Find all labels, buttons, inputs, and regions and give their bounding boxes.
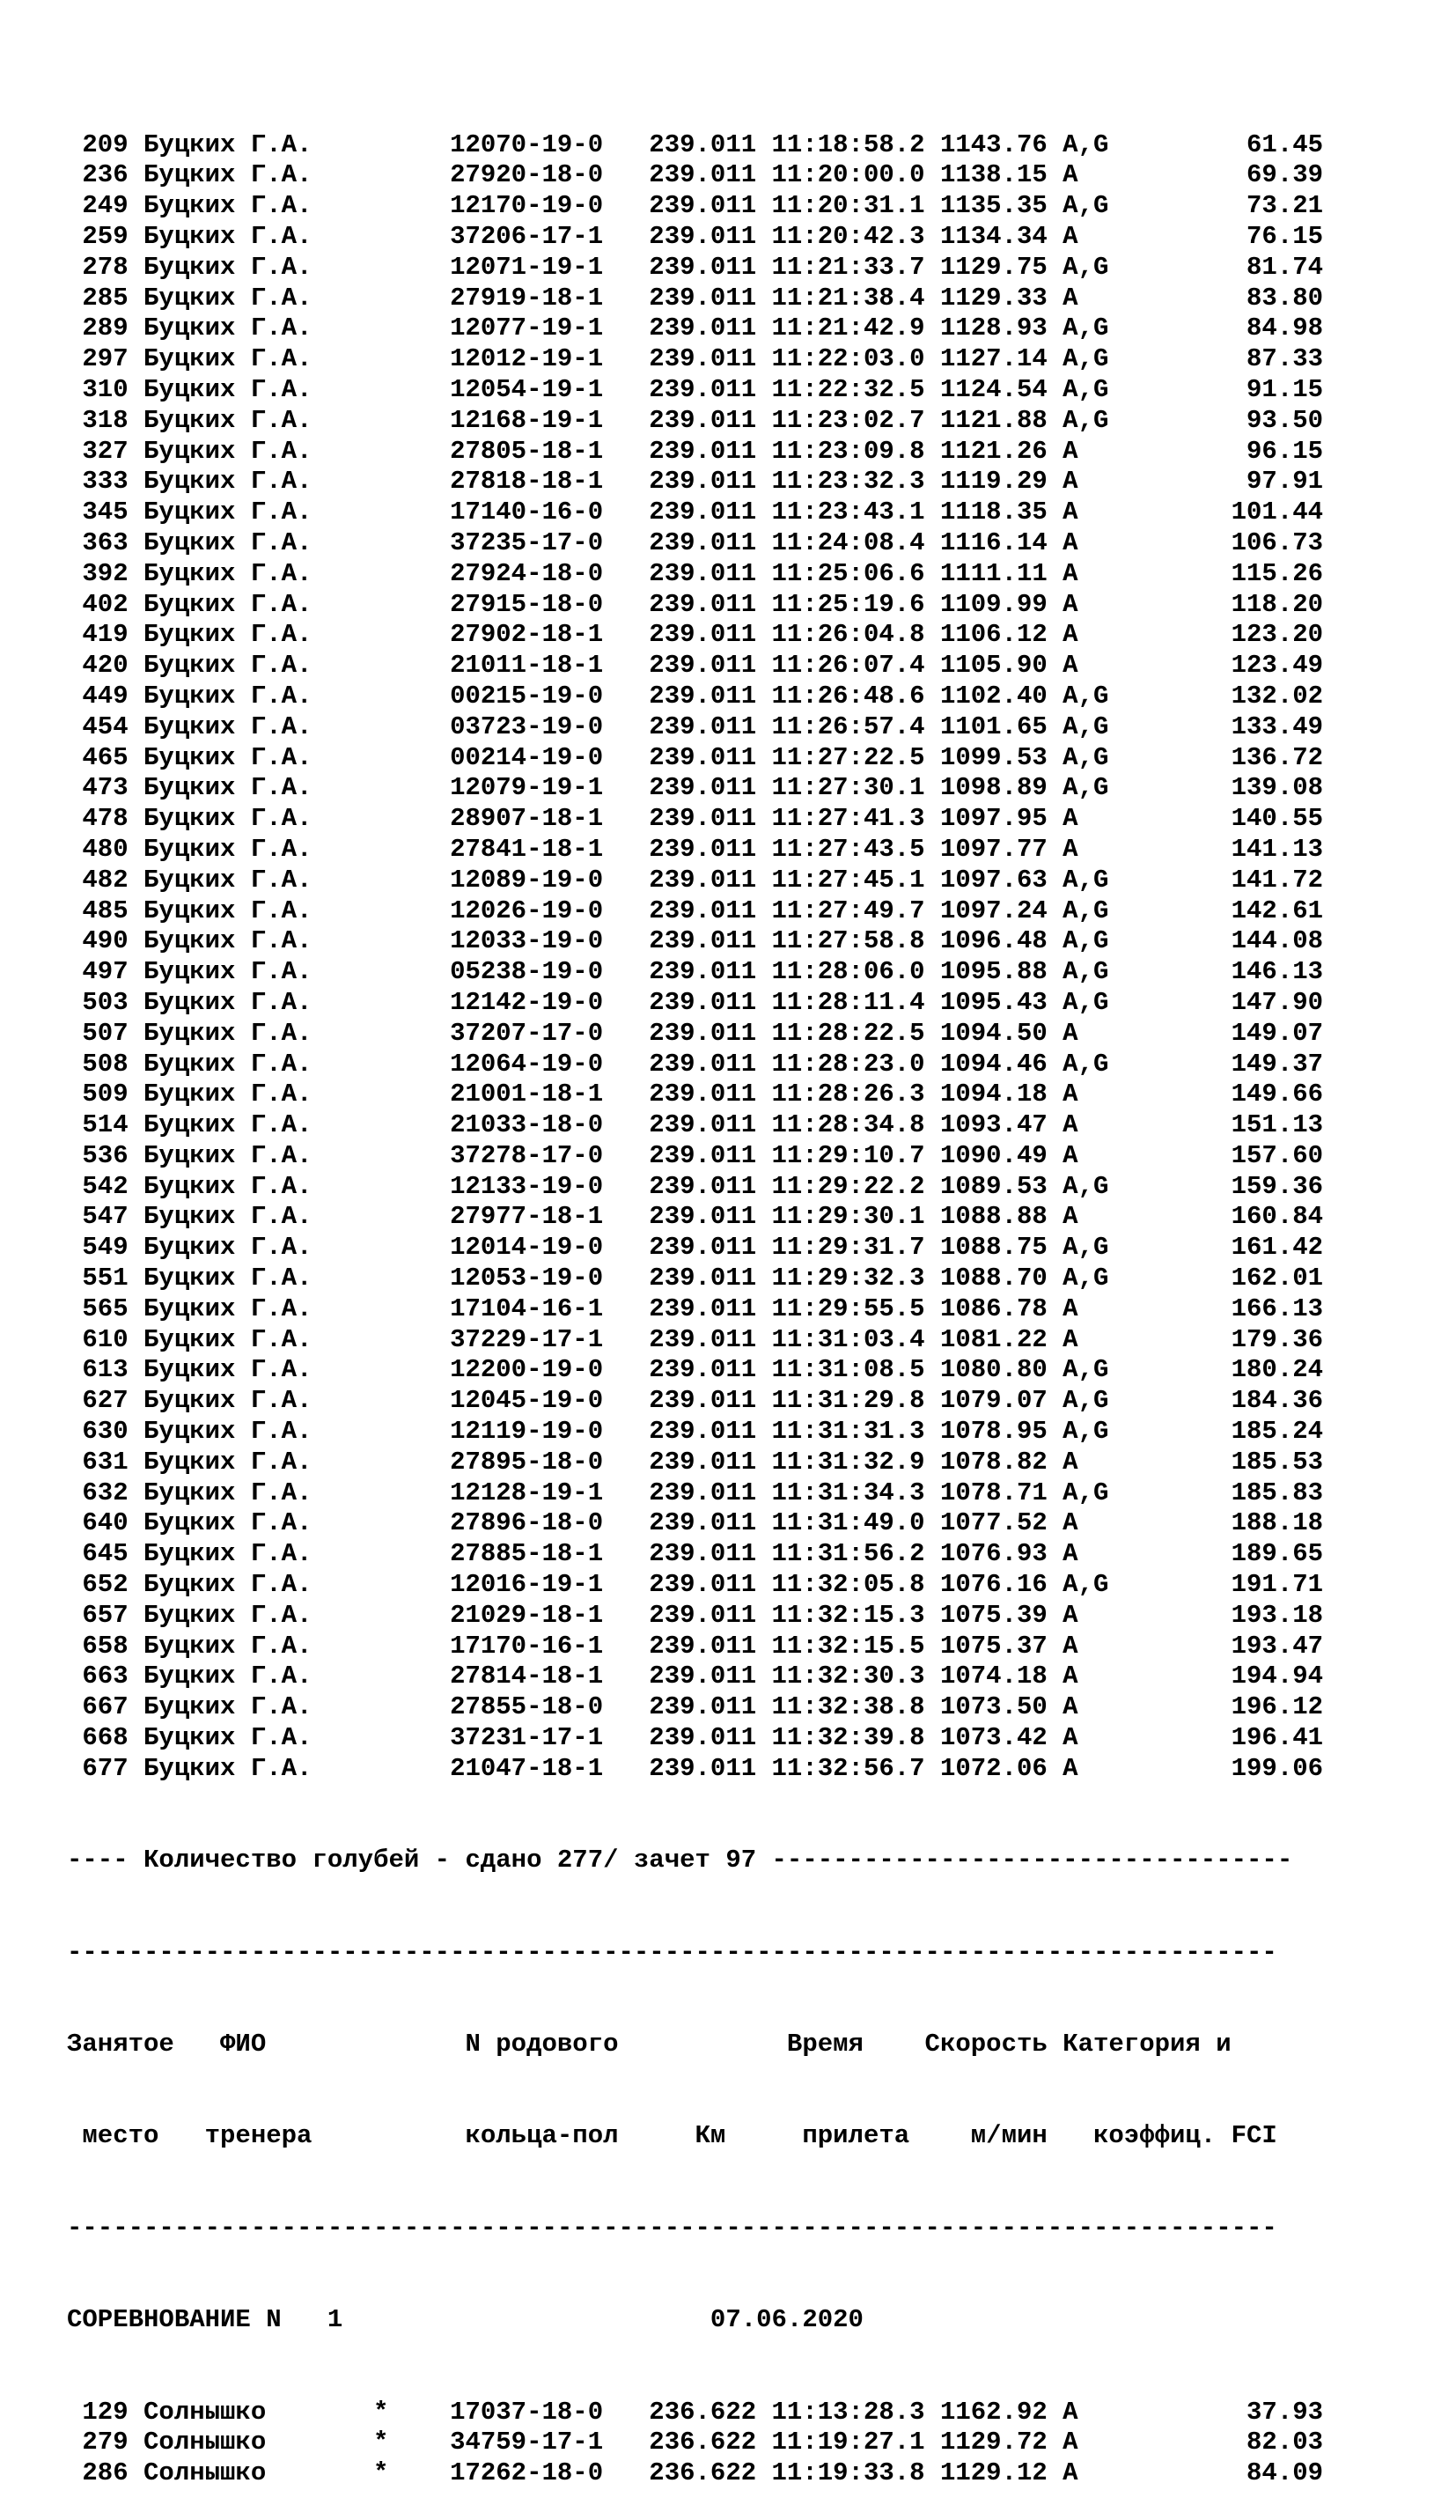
result-row: 507 Буцких Г.А. 37207-17-0 239.011 11:28:22.5 1094.50 A 149.07 [67, 1018, 1324, 1048]
result-row: 482 Буцких Г.А. 12089-19-0 239.011 11:27:45.1 1097.63 A,G 141.72 [67, 865, 1324, 895]
results-table-trainer-2 [67, 2398, 1387, 2489]
result-row: 508 Буцких Г.А. 12064-19-0 239.011 11:28:23.0 1094.46 A,G 149.37 [67, 1049, 1324, 1079]
result-row: 490 Буцких Г.А. 12033-19-0 239.011 11:27:58.8 1096.48 A,G 144.08 [67, 926, 1324, 956]
result-row: 631 Буцких Г.А. 27895-18-0 239.011 11:31:32.9 1078.82 A 185.53 [67, 1447, 1324, 1477]
result-row: 310 Буцких Г.А. 12054-19-1 239.011 11:22:32.5 1124.54 A,G 91.15 [67, 374, 1324, 404]
result-row: 480 Буцких Г.А. 27841-18-1 239.011 11:27:43.5 1097.77 A 141.13 [67, 834, 1324, 864]
results-table-trainer-1 [67, 130, 1387, 1785]
result-row: 289 Буцких Г.А. 12077-19-1 239.011 11:21:42.9 1128.93 A,G 84.98 [67, 313, 1324, 343]
result-row: 645 Буцких Г.А. 27885-18-1 239.011 11:31:56.2 1076.93 A 189.65 [67, 1539, 1324, 1569]
header-divider-bottom: ------------------------------------------------------------------------------- [67, 2213, 1277, 2243]
pigeon-count-summary: ---- Количество голубей - сдано 277/ зачет 97 ---------------------------------- [67, 1846, 1293, 1875]
result-row: 420 Буцких Г.А. 21011-18-1 239.011 11:26:07.4 1105.90 A 123.49 [67, 651, 1324, 681]
result-row: 129 Солнышко * 17037-18-0 236.622 11:13:28.3 1162.92 A 37.93 [67, 2397, 1324, 2427]
result-row: 668 Буцких Г.А. 37231-17-1 239.011 11:32:39.8 1073.42 A 196.41 [67, 1723, 1324, 1753]
result-row: 503 Буцких Г.А. 12142-19-0 239.011 11:28:11.4 1095.43 A,G 147.90 [67, 987, 1324, 1017]
result-row: 333 Буцких Г.А. 27818-18-1 239.011 11:23:32.3 1119.29 A 97.91 [67, 467, 1324, 497]
result-row: 658 Буцких Г.А. 17170-16-1 239.011 11:32:15.5 1075.37 A 193.47 [67, 1631, 1324, 1661]
header-divider-top: ------------------------------------------------------------------------------- [67, 1937, 1277, 1967]
result-row: 551 Буцких Г.А. 12053-19-0 239.011 11:29:32.3 1088.70 A,G 162.01 [67, 1264, 1324, 1293]
result-row: 640 Буцких Г.А. 27896-18-0 239.011 11:31:49.0 1077.52 A 188.18 [67, 1508, 1324, 1538]
result-row: 663 Буцких Г.А. 27814-18-1 239.011 11:32:30.3 1074.18 A 194.94 [67, 1662, 1324, 1691]
result-row: 259 Буцких Г.А. 37206-17-1 239.011 11:20:42.3 1134.34 A 76.15 [67, 221, 1324, 251]
results-printout [67, 69, 1387, 2520]
result-row: 473 Буцких Г.А. 12079-19-1 239.011 11:27:30.1 1098.89 A,G 139.08 [67, 773, 1324, 803]
result-row: 345 Буцких Г.А. 17140-16-0 239.011 11:23:43.1 1118.35 A 101.44 [67, 497, 1324, 527]
competition-title: СОРЕВНОВАНИЕ N 1 07.06.2020 [67, 2305, 864, 2335]
result-row: 419 Буцких Г.А. 27902-18-1 239.011 11:26:04.8 1106.12 A 123.20 [67, 620, 1324, 650]
result-row: 514 Буцких Г.А. 21033-18-0 239.011 11:28:34.8 1093.47 A 151.13 [67, 1110, 1324, 1140]
result-row: 536 Буцких Г.А. 37278-17-0 239.011 11:29:10.7 1090.49 A 157.60 [67, 1140, 1324, 1170]
result-row: 509 Буцких Г.А. 21001-18-1 239.011 11:28:26.3 1094.18 A 149.66 [67, 1079, 1324, 1109]
column-header-row-1: Занятое ФИО N родового Время Скорость Категория и [67, 2030, 1232, 2059]
result-row: 497 Буцких Г.А. 05238-19-0 239.011 11:28:06.0 1095.88 A,G 146.13 [67, 957, 1324, 987]
result-row: 363 Буцких Г.А. 37235-17-0 239.011 11:24:08.4 1116.14 A 106.73 [67, 527, 1324, 557]
result-row: 632 Буцких Г.А. 12128-19-1 239.011 11:31:34.3 1078.71 A,G 185.83 [67, 1477, 1324, 1507]
result-row: 318 Буцких Г.А. 12168-19-1 239.011 11:23:02.7 1121.88 A,G 93.50 [67, 405, 1324, 435]
result-row: 285 Буцких Г.А. 27919-18-1 239.011 11:21:38.4 1129.33 A 83.80 [67, 283, 1324, 313]
result-row: 547 Буцких Г.А. 27977-18-1 239.011 11:29:30.1 1088.88 A 160.84 [67, 1202, 1324, 1232]
result-row: 454 Буцких Г.А. 03723-19-0 239.011 11:26:57.4 1101.65 A,G 133.49 [67, 711, 1324, 741]
result-row: 549 Буцких Г.А. 12014-19-0 239.011 11:29:31.7 1088.75 A,G 161.42 [67, 1233, 1324, 1263]
result-row: 627 Буцких Г.А. 12045-19-0 239.011 11:31:29.8 1079.07 A,G 184.36 [67, 1386, 1324, 1416]
result-row: 613 Буцких Г.А. 12200-19-0 239.011 11:31:08.5 1080.80 A,G 180.24 [67, 1355, 1324, 1385]
result-row: 565 Буцких Г.А. 17104-16-1 239.011 11:29:55.5 1086.78 A 166.13 [67, 1293, 1324, 1323]
result-row: 465 Буцких Г.А. 00214-19-0 239.011 11:27:22.5 1099.53 A,G 136.72 [67, 742, 1324, 772]
result-row: 478 Буцких Г.А. 28907-18-1 239.011 11:27:41.3 1097.95 A 140.55 [67, 804, 1324, 834]
column-header-row-2: место тренера кольца-пол Км прилета м/мин коэффиц. FCI [67, 2121, 1277, 2151]
result-row: 402 Буцких Г.А. 27915-18-0 239.011 11:25:19.6 1109.99 A 118.20 [67, 589, 1324, 619]
result-row: 652 Буцких Г.А. 12016-19-1 239.011 11:32:05.8 1076.16 A,G 191.71 [67, 1570, 1324, 1600]
result-row: 610 Буцких Г.А. 37229-17-1 239.011 11:31:03.4 1081.22 A 179.36 [67, 1324, 1324, 1354]
result-row: 278 Буцких Г.А. 12071-19-1 239.011 11:21:33.7 1129.75 A,G 81.74 [67, 252, 1324, 282]
result-row: 249 Буцких Г.А. 12170-19-0 239.011 11:20:31.1 1135.35 A,G 73.21 [67, 191, 1324, 221]
result-row: 485 Буцких Г.А. 12026-19-0 239.011 11:27:49.7 1097.24 A,G 142.61 [67, 895, 1324, 925]
result-row: 657 Буцких Г.А. 21029-18-1 239.011 11:32:15.3 1075.39 A 193.18 [67, 1600, 1324, 1630]
result-row: 279 Солнышко * 34759-17-1 236.622 11:19:27.1 1129.72 A 82.03 [67, 2428, 1324, 2457]
result-row: 327 Буцких Г.А. 27805-18-1 239.011 11:23:09.8 1121.26 A 96.15 [67, 436, 1324, 466]
result-row: 630 Буцких Г.А. 12119-19-0 239.011 11:31:31.3 1078.95 A,G 185.24 [67, 1417, 1324, 1447]
result-row: 209 Буцких Г.А. 12070-19-0 239.011 11:18:58.2 1143.76 A,G 61.45 [67, 129, 1324, 159]
result-row: 542 Буцких Г.А. 12133-19-0 239.011 11:29:22.2 1089.53 A,G 159.36 [67, 1171, 1324, 1201]
result-row: 236 Буцких Г.А. 27920-18-0 239.011 11:20:00.0 1138.15 A 69.39 [67, 160, 1324, 190]
result-row: 286 Солнышко * 17262-18-0 236.622 11:19:33.8 1129.12 A 84.09 [67, 2458, 1324, 2488]
result-row: 297 Буцких Г.А. 12012-19-1 239.011 11:22:03.0 1127.14 A,G 87.33 [67, 344, 1324, 374]
result-row: 677 Буцких Г.А. 21047-18-1 239.011 11:32:56.7 1072.06 A 199.06 [67, 1753, 1324, 1783]
result-row: 667 Буцких Г.А. 27855-18-0 239.011 11:32:38.8 1073.50 A 196.12 [67, 1692, 1324, 1722]
result-row: 392 Буцких Г.А. 27924-18-0 239.011 11:25:06.6 1111.11 A 115.26 [67, 558, 1324, 588]
result-row: 449 Буцких Г.А. 00215-19-0 239.011 11:26:48.6 1102.40 A,G 132.02 [67, 681, 1324, 711]
